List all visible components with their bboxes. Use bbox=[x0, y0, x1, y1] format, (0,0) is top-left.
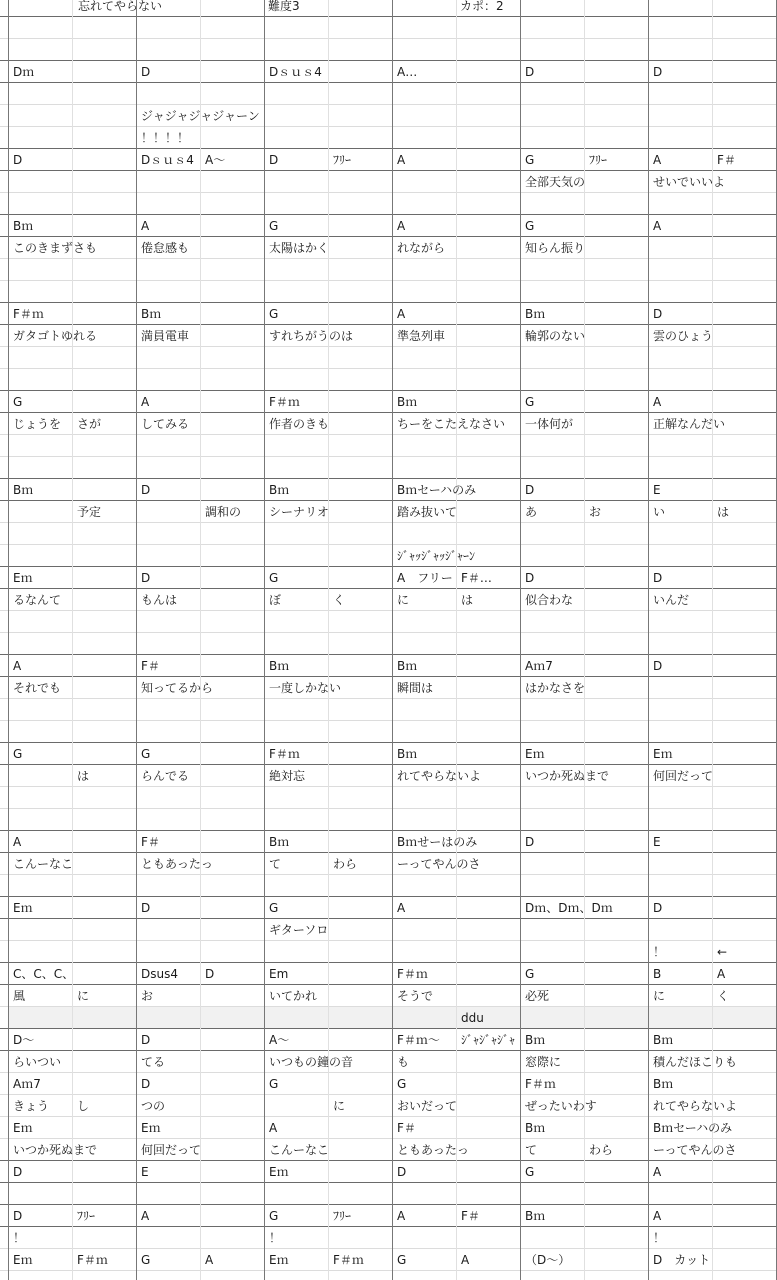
sheet-cell[interactable]: 絶対忘 bbox=[269, 769, 306, 783]
column-gridline bbox=[264, 0, 265, 1280]
sheet-cell[interactable]: Eｍ bbox=[653, 747, 673, 761]
sheet-cell[interactable]: いてかれ bbox=[269, 989, 318, 1003]
sheet-cell[interactable]: こんーなこ bbox=[13, 857, 74, 871]
sheet-cell[interactable]: A… bbox=[397, 65, 418, 79]
row-gridline bbox=[0, 566, 777, 567]
capo-label[interactable]: カポ：2 bbox=[460, 0, 504, 13]
row-gridline bbox=[0, 434, 777, 435]
sheet-cell[interactable]: A bbox=[653, 219, 662, 233]
sheet-cell[interactable]: は bbox=[461, 593, 474, 607]
sheet-cell[interactable]: Eｍ bbox=[13, 571, 33, 585]
sheet-cell[interactable]: F＃ｍ bbox=[525, 1077, 556, 1091]
sheet-cell[interactable]: G bbox=[397, 1077, 407, 1091]
sheet-cell[interactable]: A bbox=[653, 1165, 662, 1179]
sheet-cell[interactable]: Bｍ bbox=[525, 307, 546, 321]
sheet-cell[interactable]: Eｍ bbox=[525, 747, 545, 761]
row-gridline bbox=[0, 236, 777, 237]
sheet-cell[interactable]: A bbox=[653, 395, 662, 409]
sheet-cell[interactable]: 輪郭のない bbox=[525, 329, 586, 343]
sheet-cell[interactable]: G bbox=[525, 1165, 535, 1179]
sheet-cell[interactable]: て bbox=[269, 857, 282, 871]
sheet-cell[interactable]: れてやらないよ bbox=[653, 1099, 738, 1113]
sheet-cell[interactable]: 必死 bbox=[525, 989, 550, 1003]
sheet-cell[interactable]: Dｓｕｓ4 bbox=[269, 65, 322, 79]
sheet-cell[interactable]: は bbox=[77, 769, 90, 783]
sheet-cell[interactable]: A フリー bbox=[397, 571, 453, 585]
sheet-cell[interactable]: D bbox=[141, 65, 151, 79]
sheet-cell[interactable]: ﾌﾘｰ bbox=[333, 153, 352, 167]
sheet-cell[interactable]: いつか死ぬまで bbox=[13, 1143, 98, 1157]
sheet-cell[interactable]: Bｍ bbox=[269, 483, 290, 497]
column-gridline bbox=[584, 0, 585, 1280]
row-gridline bbox=[0, 1116, 777, 1117]
row-gridline bbox=[0, 808, 777, 809]
sheet-cell[interactable]: A～ bbox=[205, 153, 226, 167]
sheet-cell[interactable]: してみる bbox=[141, 417, 190, 431]
row-gridline bbox=[0, 412, 777, 413]
sheet-cell[interactable]: G bbox=[269, 1077, 279, 1091]
sheet-cell[interactable]: 知らん振り bbox=[525, 241, 586, 255]
row-gridline bbox=[0, 390, 777, 391]
sheet-cell[interactable]: 満員電車 bbox=[141, 329, 190, 343]
sheet-cell[interactable]: （D～） bbox=[525, 1253, 571, 1267]
row-gridline bbox=[0, 852, 777, 853]
sheet-cell[interactable]: ｼﾞｬｼﾞｬｼﾞｬ bbox=[461, 1033, 516, 1047]
sheet-cell[interactable]: E bbox=[653, 835, 661, 849]
row-gridline bbox=[0, 544, 777, 545]
sheet-cell[interactable]: 踏み抜いて bbox=[397, 505, 458, 519]
sheet-cell[interactable]: Em bbox=[269, 967, 289, 981]
column-gridline bbox=[8, 0, 9, 1280]
sheet-cell[interactable]: D bbox=[525, 65, 535, 79]
row-gridline bbox=[0, 1204, 777, 1205]
sheet-cell[interactable]: 一度しかない bbox=[269, 681, 342, 695]
sheet-cell[interactable]: 正解なんだい bbox=[653, 417, 726, 431]
column-gridline bbox=[648, 0, 649, 1280]
sheet-cell[interactable]: D bbox=[141, 1033, 151, 1047]
sheet-cell[interactable]: ーってやんのさ bbox=[653, 1143, 737, 1157]
sheet-cell[interactable]: F＃ bbox=[141, 835, 160, 849]
sheet-cell[interactable]: D カット bbox=[653, 1253, 711, 1267]
sheet-cell[interactable]: 似合わな bbox=[525, 593, 574, 607]
sheet-cell[interactable]: F＃ｍ bbox=[13, 307, 44, 321]
column-gridline bbox=[328, 0, 329, 1280]
row-gridline bbox=[0, 940, 777, 941]
row-gridline bbox=[0, 1248, 777, 1249]
sheet-cell[interactable]: G bbox=[269, 1209, 279, 1223]
sheet-cell[interactable]: るなんて bbox=[13, 593, 62, 607]
row-gridline bbox=[0, 170, 777, 171]
row-gridline bbox=[0, 148, 777, 149]
sheet-cell[interactable]: G bbox=[269, 307, 279, 321]
sheet-cell[interactable]: F＃ｍ bbox=[269, 395, 300, 409]
sheet-cell[interactable]: し bbox=[77, 1099, 90, 1113]
sheet-cell[interactable]: Bｍ bbox=[269, 659, 290, 673]
row-gridline bbox=[0, 500, 777, 501]
sheet-cell[interactable]: G bbox=[13, 395, 23, 409]
sheet-cell[interactable]: ！ bbox=[653, 945, 666, 959]
sheet-cell[interactable]: い bbox=[653, 505, 666, 519]
sheet-cell[interactable]: D bbox=[13, 1165, 23, 1179]
sheet-cell[interactable]: 何回だって bbox=[141, 1143, 202, 1157]
sheet-cell[interactable]: A bbox=[653, 1209, 662, 1223]
sheet-cell[interactable]: ddu bbox=[461, 1011, 484, 1025]
sheet-cell[interactable]: D bbox=[653, 65, 663, 79]
sheet-cell[interactable]: A～ bbox=[269, 1033, 290, 1047]
row-gridline bbox=[0, 1072, 777, 1073]
row-gridline bbox=[0, 104, 777, 105]
sheet-cell[interactable]: ！ bbox=[653, 1231, 666, 1245]
row-gridline bbox=[0, 654, 777, 655]
sheet-cell[interactable]: D bbox=[525, 835, 535, 849]
sheet-cell[interactable]: おいだって bbox=[397, 1099, 458, 1113]
sheet-cell[interactable]: Bｍセーハのみ bbox=[653, 1121, 733, 1135]
sheet-cell[interactable]: ぜったいわす bbox=[525, 1099, 597, 1113]
sheet-cell[interactable]: Bｍ bbox=[269, 835, 290, 849]
sheet-cell[interactable]: F＃ｍ bbox=[333, 1253, 364, 1267]
sheet-cell[interactable]: いんだ bbox=[653, 593, 690, 607]
row-gridline bbox=[0, 258, 777, 259]
sheet-cell[interactable]: D bbox=[141, 483, 151, 497]
sheet-cell[interactable]: G bbox=[525, 153, 535, 167]
sheet-cell[interactable]: A bbox=[717, 967, 726, 981]
sheet-cell[interactable]: Bｍ bbox=[13, 219, 34, 233]
sheet-cell[interactable]: F＃ bbox=[141, 659, 160, 673]
sheet-cell[interactable]: てる bbox=[141, 1055, 166, 1069]
sheet-cell[interactable]: G bbox=[397, 1253, 407, 1267]
row-gridline bbox=[0, 632, 777, 633]
sheet-cell[interactable]: D bbox=[13, 1209, 23, 1223]
sheet-cell[interactable]: Aｍ7 bbox=[525, 659, 553, 673]
sheet-cell[interactable]: ともあったっ bbox=[397, 1143, 469, 1157]
sheet-cell[interactable]: Dｓｕｓ4 bbox=[141, 153, 194, 167]
sheet-cell[interactable]: ｼﾞｬｯｼﾞｬｯｼﾞｬｰﾝ bbox=[397, 549, 476, 563]
sheet-cell[interactable]: 倦怠感も bbox=[141, 241, 190, 255]
sheet-cell[interactable]: D bbox=[205, 967, 215, 981]
sheet-cell[interactable]: Dｍ bbox=[13, 65, 35, 79]
sheet-cell[interactable]: G bbox=[525, 967, 535, 981]
sheet-cell[interactable]: D bbox=[653, 307, 663, 321]
row-gridline bbox=[0, 874, 777, 875]
sheet-cell[interactable]: A bbox=[13, 835, 22, 849]
row-gridline bbox=[0, 192, 777, 193]
sheet-cell[interactable]: Bｍ bbox=[525, 1209, 546, 1223]
sheet-cell[interactable]: G bbox=[13, 747, 23, 761]
sheet-cell[interactable]: A bbox=[141, 395, 150, 409]
row-gridline bbox=[0, 830, 777, 831]
sheet-cell[interactable]: Bｍ bbox=[525, 1033, 546, 1047]
sheet-cell[interactable]: ﾌﾘｰ bbox=[333, 1209, 352, 1223]
sheet-cell[interactable]: く bbox=[717, 989, 730, 1003]
column-gridline bbox=[712, 0, 713, 1280]
sheet-cell[interactable]: らんでる bbox=[141, 769, 190, 783]
sheet-cell[interactable]: A bbox=[461, 1253, 470, 1267]
sheet-cell[interactable]: G bbox=[525, 395, 535, 409]
sheet-cell[interactable]: に bbox=[653, 989, 666, 1003]
sheet-cell[interactable]: Bｍセーハのみ bbox=[397, 483, 477, 497]
sheet-cell[interactable]: 準急列車 bbox=[397, 329, 446, 343]
sheet-cell[interactable]: つの bbox=[141, 1099, 166, 1113]
sheet-cell[interactable]: D bbox=[525, 483, 535, 497]
sheet-cell[interactable]: いつか死ぬまで bbox=[525, 769, 610, 783]
row-gridline bbox=[0, 984, 777, 985]
sheet-cell[interactable]: 知ってるから bbox=[141, 681, 214, 695]
sheet-cell[interactable]: 風 bbox=[13, 989, 26, 1003]
sheet-cell[interactable]: Bｍ bbox=[397, 395, 418, 409]
sheet-cell[interactable]: せいでいいよ bbox=[653, 175, 726, 189]
sheet-cell[interactable]: 全部天気の bbox=[525, 175, 586, 189]
sheet-cell[interactable]: ！ bbox=[269, 1231, 282, 1245]
sheet-cell[interactable]: 何回だって bbox=[653, 769, 714, 783]
sheet-cell[interactable]: C、C、C、 bbox=[13, 967, 75, 981]
row-gridline bbox=[0, 478, 777, 479]
sheet-cell[interactable]: Eｍ bbox=[13, 901, 33, 915]
row-gridline bbox=[0, 1182, 777, 1183]
sheet-cell[interactable]: F＃ｍ bbox=[269, 747, 300, 761]
sheet-cell[interactable]: お bbox=[141, 989, 154, 1003]
row-gridline bbox=[0, 896, 777, 897]
sheet-cell[interactable]: Bｍ bbox=[141, 307, 162, 321]
sheet-cell[interactable]: 一体何が bbox=[525, 417, 574, 431]
row-gridline bbox=[0, 720, 777, 721]
row-gridline bbox=[0, 1270, 777, 1271]
column-gridline bbox=[136, 0, 137, 1280]
sheet-cell[interactable]: Bｍ bbox=[13, 483, 34, 497]
sheet-cell[interactable]: F＃ｍ bbox=[77, 1253, 108, 1267]
sheet-cell[interactable]: Bｍせーはのみ bbox=[397, 835, 478, 849]
sheet-cell[interactable]: このきまずさも bbox=[13, 241, 98, 255]
row-gridline bbox=[0, 918, 777, 919]
sheet-cell[interactable]: も bbox=[397, 1055, 410, 1069]
row-gridline bbox=[0, 962, 777, 963]
row-gridline bbox=[0, 1094, 777, 1095]
sheet-cell[interactable]: G bbox=[269, 219, 279, 233]
row-gridline bbox=[0, 786, 777, 787]
sheet-cell[interactable]: E bbox=[653, 483, 661, 497]
sheet-cell[interactable]: F＃ bbox=[717, 153, 736, 167]
sheet-cell[interactable]: ぼ bbox=[269, 593, 282, 607]
sheet-cell[interactable]: Dｍ、Dｍ、Dｍ bbox=[525, 901, 613, 915]
row-gridline bbox=[0, 280, 777, 281]
sheet-cell[interactable]: シーナリオ bbox=[269, 505, 329, 519]
sheet-cell[interactable]: は bbox=[717, 505, 730, 519]
sheet-cell[interactable]: G bbox=[141, 1253, 151, 1267]
sheet-cell[interactable]: わら bbox=[589, 1143, 614, 1157]
sheet-cell[interactable]: はかなさを bbox=[525, 681, 586, 695]
sheet-cell[interactable]: Aｍ7 bbox=[13, 1077, 41, 1091]
sheet-cell[interactable]: G bbox=[525, 219, 535, 233]
sheet-cell[interactable]: A bbox=[397, 219, 406, 233]
sheet-cell[interactable]: じょうを bbox=[13, 417, 62, 431]
sheet-cell[interactable]: D bbox=[269, 153, 279, 167]
sheet-cell[interactable]: ともあったっ bbox=[141, 857, 213, 871]
sheet-cell[interactable]: F＃ｍ bbox=[397, 967, 428, 981]
row-gridline bbox=[0, 60, 777, 61]
sheet-cell[interactable]: 太陽はかく bbox=[269, 241, 330, 255]
row-gridline bbox=[0, 126, 777, 127]
sheet-cell[interactable]: に bbox=[397, 593, 410, 607]
sheet-cell[interactable]: わら bbox=[333, 857, 358, 871]
sheet-cell[interactable]: D bbox=[13, 153, 23, 167]
sheet-cell[interactable]: Eｍ bbox=[13, 1253, 33, 1267]
row-gridline bbox=[0, 302, 777, 303]
sheet-cell[interactable]: D bbox=[653, 901, 663, 915]
sheet-cell[interactable]: A bbox=[653, 153, 662, 167]
sheet-cell[interactable]: D bbox=[653, 571, 663, 585]
sheet-cell[interactable]: Bｍ bbox=[397, 659, 418, 673]
sheet-cell[interactable]: Bｍ bbox=[397, 747, 418, 761]
sheet-cell[interactable]: A bbox=[141, 1209, 150, 1223]
sheet-cell[interactable]: あ bbox=[525, 505, 538, 519]
sheet-cell[interactable]: F＃ bbox=[461, 1209, 480, 1223]
sheet-cell[interactable]: 瞬間は bbox=[397, 681, 434, 695]
sheet-cell[interactable]: A bbox=[397, 153, 406, 167]
sheet-cell[interactable]: G bbox=[269, 571, 279, 585]
row-gridline bbox=[0, 38, 777, 39]
sheet-cell[interactable]: ギターソロ bbox=[269, 923, 329, 937]
sheet-cell[interactable]: く bbox=[333, 593, 346, 607]
sheet-cell[interactable]: D bbox=[141, 571, 151, 585]
row-gridline bbox=[0, 368, 777, 369]
sheet-cell[interactable]: ちーをこたえなさい bbox=[397, 417, 506, 431]
sheet-cell[interactable]: ーってやんのさ bbox=[397, 857, 481, 871]
sheet-cell[interactable]: Dsus4 bbox=[141, 967, 178, 981]
sheet-cell[interactable]: れながら bbox=[397, 241, 446, 255]
difficulty-label[interactable]: 難度3 bbox=[268, 0, 300, 13]
row-gridline bbox=[0, 698, 777, 699]
sheet-cell[interactable]: 雲のひょう bbox=[653, 329, 714, 343]
sheet-cell[interactable]: 窓際に bbox=[525, 1055, 562, 1069]
row-gridline bbox=[0, 82, 777, 83]
sheet-cell[interactable]: お bbox=[589, 505, 602, 519]
row-gridline bbox=[0, 764, 777, 765]
row-gridline bbox=[0, 1006, 777, 1007]
sheet-cell[interactable]: D bbox=[653, 659, 663, 673]
sheet-cell[interactable]: A bbox=[397, 307, 406, 321]
sheet-cell[interactable]: Bｍ bbox=[653, 1033, 674, 1047]
sheet-cell[interactable]: A bbox=[397, 901, 406, 915]
sheet-cell[interactable]: E bbox=[141, 1165, 149, 1179]
sheet-cell[interactable]: さが bbox=[77, 417, 102, 431]
column-gridline bbox=[456, 0, 457, 1280]
sheet-cell[interactable]: ガタゴトゆれる bbox=[13, 329, 98, 343]
sheet-cell[interactable]: G bbox=[269, 901, 279, 915]
sheet-cell[interactable]: ﾌﾘｰ bbox=[589, 153, 608, 167]
column-gridline bbox=[200, 0, 201, 1280]
sheet-cell[interactable]: 調和の bbox=[205, 505, 242, 519]
sheet-cell[interactable]: きょう bbox=[13, 1099, 50, 1113]
column-gridline bbox=[392, 0, 393, 1280]
sheet-cell[interactable]: A bbox=[141, 219, 150, 233]
row-gridline bbox=[0, 610, 777, 611]
sheet-cell[interactable]: Eｍ bbox=[269, 1165, 289, 1179]
row-gridline bbox=[0, 1050, 777, 1051]
sheet-cell[interactable]: Eｍ bbox=[269, 1253, 289, 1267]
row-gridline bbox=[0, 1226, 777, 1227]
sheet-cell[interactable]: A bbox=[397, 1209, 406, 1223]
sheet-cell[interactable]: ← bbox=[717, 945, 728, 959]
sheet-cell[interactable]: て bbox=[525, 1143, 538, 1157]
sheet-cell[interactable]: F＃… bbox=[461, 571, 492, 585]
sheet-cell[interactable]: そうで bbox=[397, 989, 434, 1003]
sheet-cell[interactable]: F＃ｍ～ bbox=[397, 1033, 440, 1047]
row-gridline bbox=[0, 676, 777, 677]
sheet-cell[interactable]: D～ bbox=[13, 1033, 35, 1047]
sheet-cell[interactable]: Eｍ bbox=[141, 1121, 161, 1135]
row-gridline bbox=[0, 214, 777, 215]
sheet-cell[interactable]: ﾌﾘｰ bbox=[77, 1209, 96, 1223]
row-gridline bbox=[0, 588, 777, 589]
sheet-cell[interactable]: F＃ bbox=[397, 1121, 416, 1135]
row-gridline bbox=[0, 16, 777, 17]
sheet-cell[interactable]: D bbox=[141, 1077, 151, 1091]
sheet-cell[interactable]: に bbox=[333, 1099, 346, 1113]
row-gridline bbox=[0, 522, 777, 523]
sheet-cell[interactable]: れてやらないよ bbox=[397, 769, 482, 783]
sheet-cell[interactable]: すれちがうのは bbox=[269, 329, 354, 343]
sheet-cell[interactable]: A bbox=[13, 659, 22, 673]
sheet-cell[interactable]: Eｍ bbox=[13, 1121, 33, 1135]
sheet-cell[interactable]: に bbox=[77, 989, 90, 1003]
sheet-cell[interactable]: D bbox=[397, 1165, 407, 1179]
sheet-cell[interactable]: いつもの鐘の音 bbox=[269, 1055, 354, 1069]
sheet-cell[interactable]: もんは bbox=[141, 593, 178, 607]
sheet-cell[interactable]: ジャジャジャジャーン bbox=[141, 109, 260, 123]
row-gridline bbox=[0, 456, 777, 457]
row-gridline bbox=[0, 324, 777, 325]
sheet-cell[interactable]: A bbox=[205, 1253, 214, 1267]
sheet-cell[interactable]: 積んだほこりも bbox=[653, 1055, 738, 1069]
sheet-cell[interactable]: 予定 bbox=[77, 505, 102, 519]
sheet-cell[interactable]: らいつい bbox=[13, 1055, 62, 1069]
column-gridline bbox=[520, 0, 521, 1280]
row-gridline bbox=[0, 1160, 777, 1161]
sheet-cell[interactable]: それでも bbox=[13, 681, 62, 695]
sheet-cell[interactable]: A bbox=[269, 1121, 278, 1135]
sheet-cell[interactable]: D bbox=[141, 901, 151, 915]
sheet-cell[interactable]: ！！！！ bbox=[141, 131, 190, 145]
row-gridline bbox=[0, 742, 777, 743]
sheet-cell[interactable]: ！ bbox=[13, 1231, 26, 1245]
sheet-cell[interactable]: 作者のきも bbox=[269, 417, 330, 431]
row-gridline bbox=[0, 1138, 777, 1139]
song-title[interactable]: 忘れてやらない bbox=[78, 0, 163, 13]
row-gridline bbox=[0, 1028, 777, 1029]
sheet-cell[interactable]: G bbox=[141, 747, 151, 761]
column-gridline bbox=[72, 0, 73, 1280]
sheet-cell[interactable]: D bbox=[525, 571, 535, 585]
sheet-cell[interactable]: Bｍ bbox=[525, 1121, 546, 1135]
sheet-cell[interactable]: こんーなこ bbox=[269, 1143, 330, 1157]
sheet-cell[interactable]: Bｍ bbox=[653, 1077, 674, 1091]
sheet-cell[interactable]: B bbox=[653, 967, 662, 981]
row-gridline bbox=[0, 346, 777, 347]
